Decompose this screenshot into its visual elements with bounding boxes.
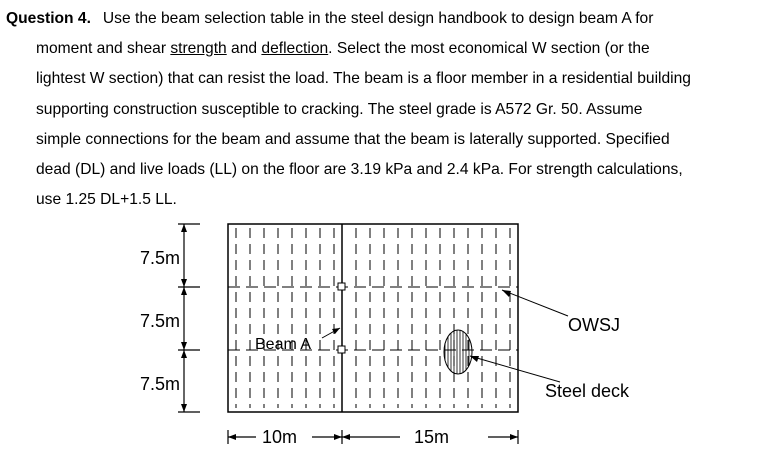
bay-label-top: 7.5m — [140, 248, 181, 268]
bay-label-bottom: 7.5m — [140, 374, 181, 394]
span-label-left: 10m — [262, 427, 298, 447]
question-line-7: use 1.25 DL+1.5 LL. — [36, 191, 177, 209]
floor-outline — [228, 224, 518, 412]
beam-a-label: Beam A — [255, 336, 312, 353]
bay-label-middle: 7.5m — [140, 311, 181, 331]
steel-deck-label: Steel deck — [545, 381, 630, 401]
question-line-2: moment and shear strength and deflection. Select the most economical W section (or the — [36, 40, 650, 58]
underlined-deflection: deflection — [261, 40, 329, 58]
question-line-3: lightest W section) that can resist the load. The beam is a floor member in a residential building — [36, 70, 691, 88]
question-line-5: simple connections for the beam and assume that the beam is laterally supported. Specified — [36, 130, 670, 148]
question-line-6: dead (DL) and live loads (LL) on the floor are 3.19 kPa and 2.4 kPa. For strength calculations, — [36, 161, 683, 179]
question-line-4: supporting construction susceptible to cracking. The steel grade is A572 Gr. 50. Assume — [36, 100, 643, 118]
connection-marker-upper — [338, 283, 345, 290]
underlined-strength: strength — [170, 40, 227, 58]
owsj-label: OWSJ — [568, 315, 620, 335]
owsj-joists — [236, 228, 510, 408]
question-line-1: Use the beam selection table in the steel design handbook to design beam A for — [102, 10, 654, 27]
span-label-right: 15m — [414, 427, 450, 447]
steel-deck-symbol — [444, 330, 472, 374]
connection-marker-lower — [338, 346, 345, 353]
question-number: Question 4. — [6, 10, 91, 27]
